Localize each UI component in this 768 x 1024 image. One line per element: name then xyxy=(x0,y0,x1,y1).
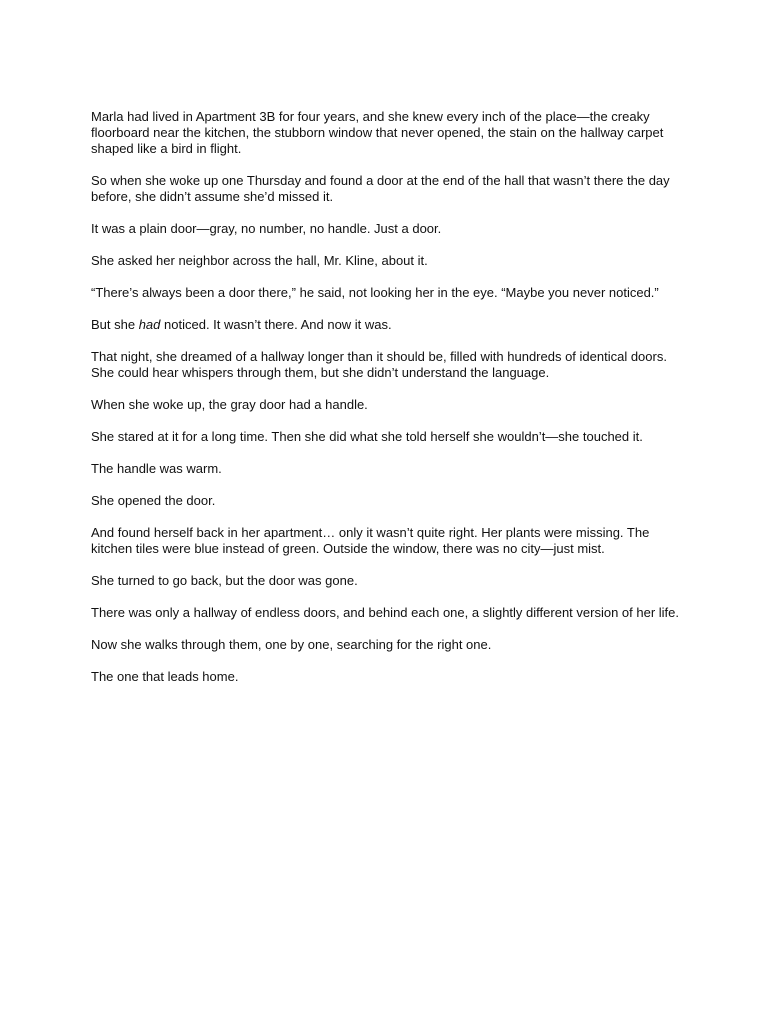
story-body xyxy=(91,109,691,685)
paragraph-14: There was only a hallway of endless doors, and behind each one, a slightly different version of her life. xyxy=(91,605,679,620)
paragraph-6-end: noticed. It wasn’t there. And now it was. xyxy=(160,317,392,332)
paragraph-13: She turned to go back, but the door was gone. xyxy=(91,573,358,588)
paragraph-3: It was a plain door—gray, no number, no handle. Just a door. xyxy=(91,221,442,236)
paragraph-4: She asked her neighbor across the hall, Mr. Kline, about it. xyxy=(91,253,428,268)
paragraph-2: So when she woke up one Thursday and found a door at the end of the hall that wasn’t there the day before, she didn’t assume she’d missed it. xyxy=(91,173,670,204)
paragraph-9: She stared at it for a long time. Then she did what she told herself she wouldn’t—she touched it. xyxy=(91,429,643,444)
paragraph-6-start: But she xyxy=(91,317,139,332)
paragraph-16: The one that leads home. xyxy=(91,669,239,684)
paragraph-10: The handle was warm. xyxy=(91,461,222,476)
paragraph-1: Marla had lived in Apartment 3B for four years, and she knew every inch of the place—the creaky floorboard near the kitchen, the stubborn window that never opened, the stain on the hallway carpet shaped like a bird in flight. xyxy=(91,109,664,156)
paragraph-15: Now she walks through them, one by one, searching for the right one. xyxy=(91,637,492,652)
paragraph-12: And found herself back in her apartment… only it wasn’t quite right. Her plants were missing. The kitchen tiles were blue instead of green. Outside the window, there was no city—just mist. xyxy=(91,525,650,556)
emphasized-word: had xyxy=(138,317,161,332)
paragraph-6 xyxy=(91,317,691,333)
paragraph-5: “There’s always been a door there,” he said, not looking her in the eye. “Maybe you never noticed.” xyxy=(91,285,659,300)
paragraph-7: That night, she dreamed of a hallway longer than it should be, filled with hundreds of identical doors. She could hear whispers through them, but she didn’t understand the language. xyxy=(91,349,667,380)
paragraph-11: She opened the door. xyxy=(91,493,216,508)
paragraph-8: When she woke up, the gray door had a handle. xyxy=(91,397,368,412)
